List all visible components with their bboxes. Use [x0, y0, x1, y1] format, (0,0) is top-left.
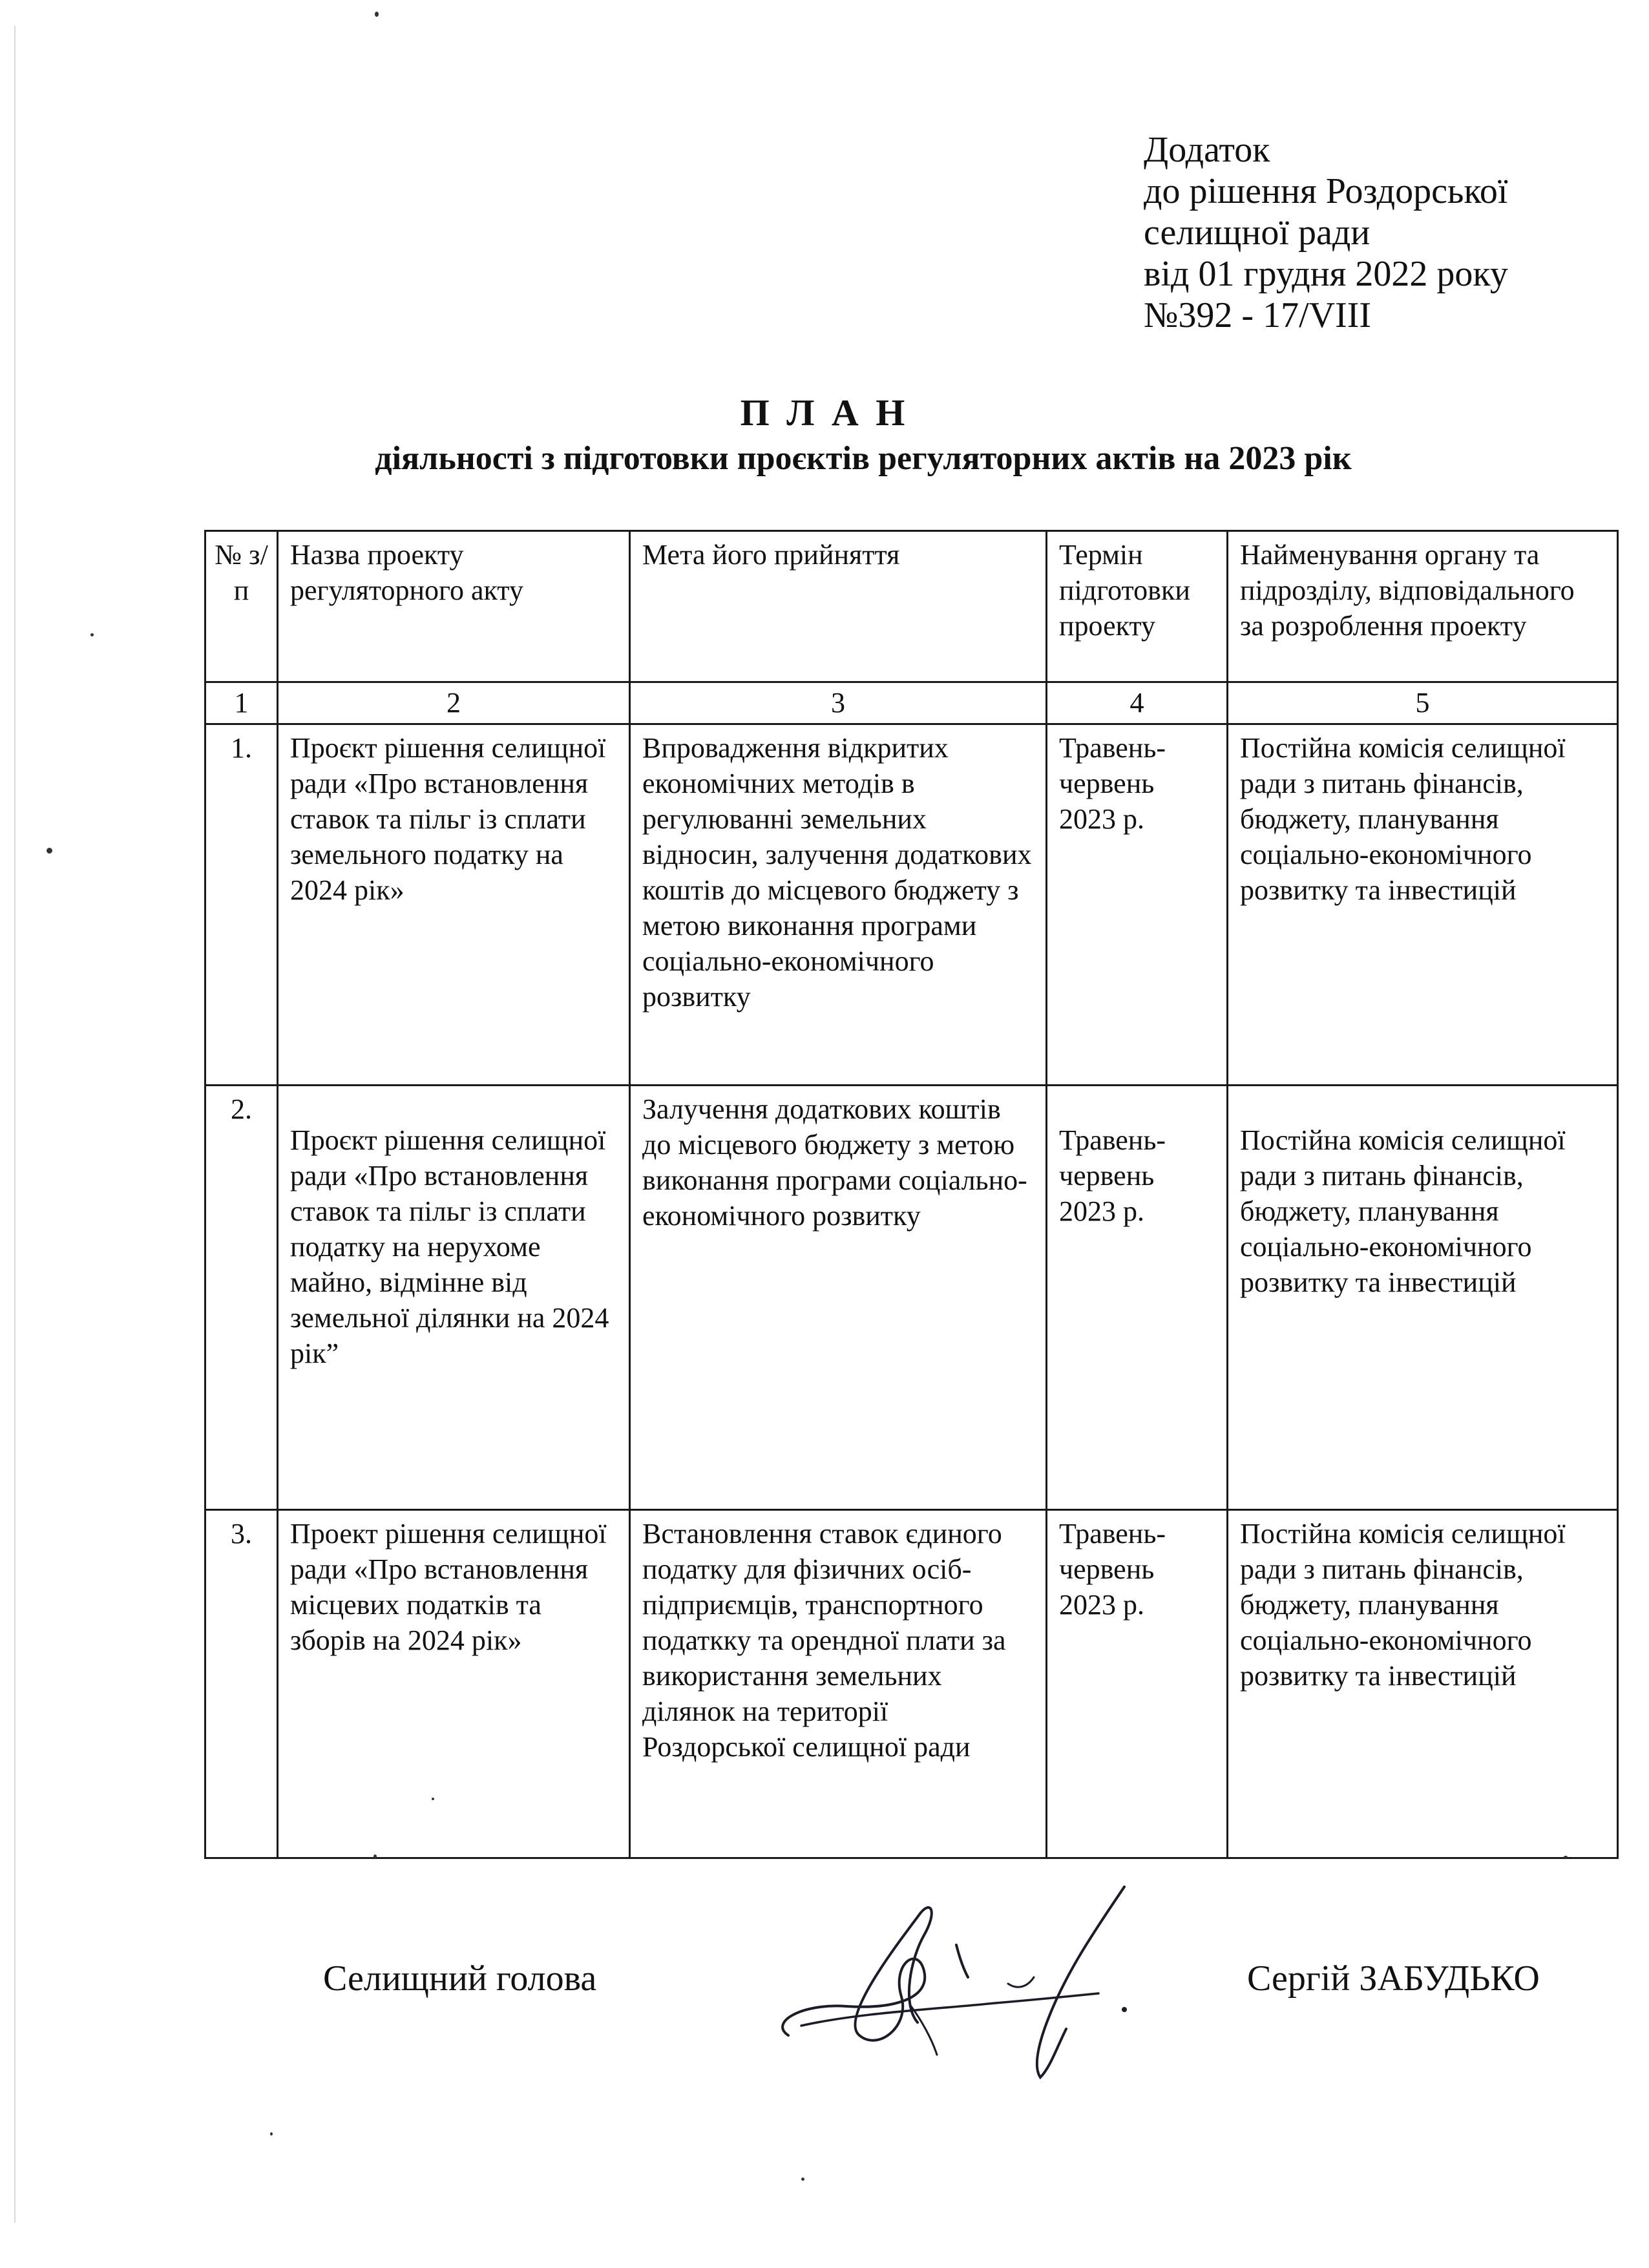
- column-number: 4: [1047, 682, 1228, 724]
- addendum-line: до рішення Роздорської: [1144, 171, 1508, 211]
- scan-speck: [373, 1854, 377, 1858]
- document-subtitle: діяльності з підготовки проєктів регуляторних актів на 2023 рік: [375, 440, 1352, 477]
- column-number: 3: [630, 682, 1047, 724]
- table-row: [205, 724, 1618, 1086]
- act-name-cell: Проєкт рішення селищної ради «Про встановлення ставок та пільг із сплати податку на нерухоме майно, відмінне від земельної ділянки на 2024 рік”: [278, 1086, 630, 1510]
- table-header-row: [205, 531, 1618, 682]
- scan-speck: [432, 1798, 434, 1800]
- addendum-line: селищної ради: [1144, 213, 1371, 253]
- header-cell: Мета його прийняття: [630, 531, 1047, 682]
- handwritten-signature: [762, 1874, 1163, 2087]
- responsible-cell: Постійна комісія селищної ради з питань фінансів, бюджету, планування соціально-економічного розвитку та інвестицій: [1228, 724, 1618, 1086]
- document-title: П Л А Н: [740, 392, 909, 434]
- scan-speck: [90, 633, 94, 636]
- header-cell: № з/п: [205, 531, 278, 682]
- responsible-cell: Постійна комісія селищної ради з питань фінансів, бюджету, планування соціально-економічного розвитку та інвестицій: [1228, 1510, 1618, 1858]
- term-cell: Травень-червень 2023 р.: [1047, 724, 1228, 1086]
- header-cell: Термін підготовки проекту: [1047, 531, 1228, 682]
- term-cell: Травень-червень 2023 р.: [1047, 1510, 1228, 1858]
- column-number: 2: [278, 682, 630, 724]
- scan-speck: [801, 2178, 804, 2181]
- scan-speck: [270, 2132, 273, 2136]
- term-cell: Травень-червень 2023 р.: [1047, 1086, 1228, 1510]
- addendum-block: [1144, 129, 1609, 336]
- goal-cell: Впровадження відкритих економічних методів в регулюванні земельних відносин, залучення додаткових коштів до місцевого бюджету з метою виконання програми соціально-економічного розвитку: [630, 724, 1047, 1086]
- signatory-role: Селищний голова: [323, 1958, 597, 1999]
- addendum-line: №392 - 17/VIII: [1144, 295, 1372, 335]
- act-name-cell: Проект рішення селищної ради «Про встановлення місцевих податків та зборів на 2024 рік»: [278, 1510, 630, 1858]
- header-cell: Назва проекту регуляторного акту: [278, 531, 630, 682]
- row-number: 2.: [205, 1086, 278, 1510]
- table-row: [205, 1510, 1618, 1858]
- scan-speck: [1564, 1856, 1568, 1858]
- goal-cell: Залучення додаткових коштів до місцевого бюджету з метою виконання програми соціально-економічного розвитку: [630, 1086, 1047, 1510]
- table-row: [205, 1086, 1618, 1510]
- act-name-cell: Проєкт рішення селищної ради «Про встановлення ставок та пільг із сплати земельного податку на 2024 рік»: [278, 724, 630, 1086]
- row-number: 1.: [205, 724, 278, 1086]
- scan-speck: [375, 12, 379, 17]
- row-number: 3.: [205, 1510, 278, 1858]
- signatory-name: Сергій ЗАБУДЬКО: [1247, 1958, 1540, 1999]
- column-number: 1: [205, 682, 278, 724]
- addendum-line: Додаток: [1144, 130, 1270, 170]
- addendum-line: від 01 грудня 2022 року: [1144, 254, 1508, 294]
- responsible-cell: Постійна комісія селищної ради з питань фінансів, бюджету, планування соціально-економічного розвитку та інвестицій: [1228, 1086, 1618, 1510]
- header-cell: Найменування органу та підрозділу, відповідального за розроблення проекту: [1228, 531, 1618, 682]
- goal-cell: Встановлення ставок єдиного податку для фізичних осіб-підприємців, транспортного податкку та орендної плати за використання земельних ділянок на території Роздорської селищної ради: [630, 1510, 1047, 1858]
- plan-table: [204, 530, 1619, 1859]
- scan-edge: [14, 26, 16, 2223]
- scan-speck: [47, 848, 52, 854]
- column-number-row: [205, 682, 1618, 724]
- column-number: 5: [1228, 682, 1618, 724]
